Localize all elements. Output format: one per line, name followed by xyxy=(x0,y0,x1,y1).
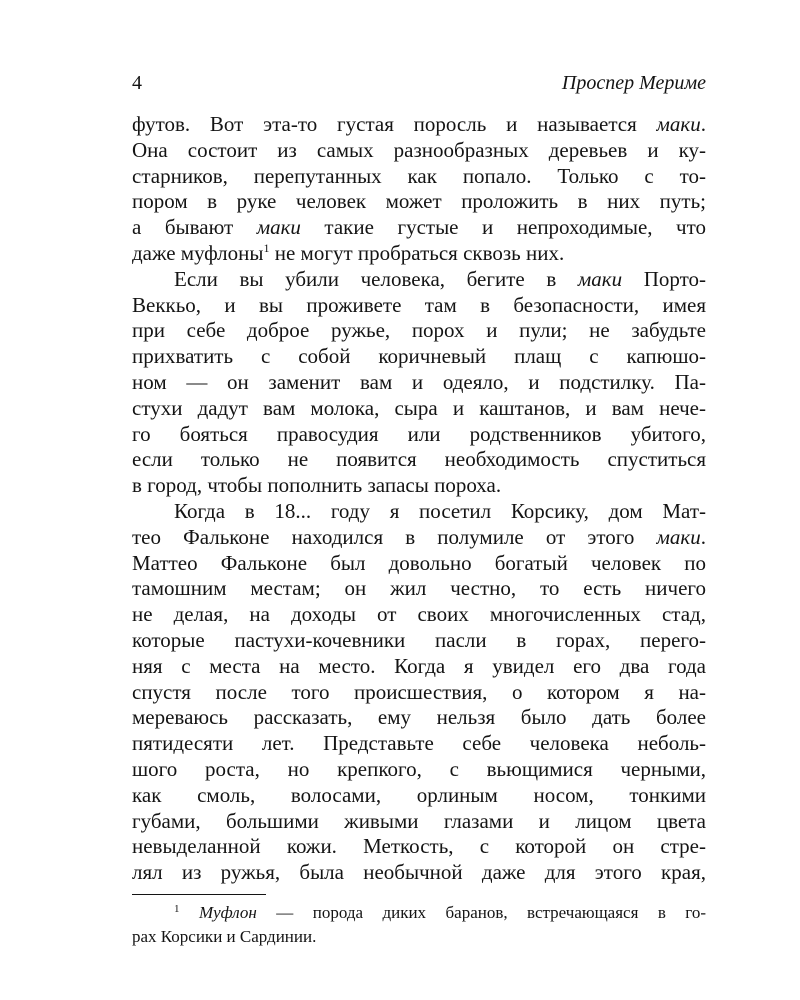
text-line: го бояться правосудия или родственников убитого, xyxy=(132,421,706,446)
italic-term: маки xyxy=(577,266,623,291)
running-head xyxy=(132,66,706,100)
text-run: не могут пробраться сквозь них. xyxy=(269,240,565,265)
text-line: которые пастухи-кочевники пасли в горах, перего- xyxy=(132,627,706,652)
text-line xyxy=(132,267,706,293)
text-line: лял из ружья, была необычной даже для этого края, xyxy=(132,860,706,885)
text-run: тео Фальконе находился в полумиле от этого xyxy=(132,524,657,549)
text-line: в город, чтобы пополнить запасы пороха. xyxy=(132,473,502,498)
footnote-marker: 1 xyxy=(174,902,180,915)
text-run: футов. Вот эта-то густая поросль и называется xyxy=(132,112,657,136)
text-line: ном — он заменит вам и одеяло, и подстилку. Па- xyxy=(132,369,706,394)
text-line xyxy=(132,525,706,551)
text-line: тамошним местам; он жил честно, то есть ничего xyxy=(132,576,706,601)
italic-term: маки xyxy=(656,112,701,136)
text-line: невыделанной кожи. Меткость, с которой он стре- xyxy=(132,834,706,859)
text-run: . xyxy=(700,524,706,549)
text-line: Маттео Фальконе был довольно богатый человек по xyxy=(132,550,706,575)
footnote-reference: 1 xyxy=(263,240,270,255)
footnote-term: Муфлон xyxy=(198,902,257,922)
paragraph-2 xyxy=(132,267,706,499)
paragraph-3 xyxy=(132,499,706,886)
text-line: губами, большими живыми глазами и лицом цвета xyxy=(132,808,706,833)
text-run: Порто- xyxy=(622,266,706,291)
text-line: старников, перепутанных как попало. Только с то- xyxy=(132,163,706,188)
text-line: не делая, на доходы от своих многочисленных стад, xyxy=(132,602,706,627)
footnote-text: — порода диких баранов, встречающаяся в го- xyxy=(256,902,706,922)
text-line: если только не появится необходимость спуститься xyxy=(132,447,706,472)
text-line xyxy=(132,241,706,267)
main-text xyxy=(132,112,706,886)
italic-term: маки xyxy=(656,524,701,549)
text-line: Она состоит из самых разнообразных деревьев и ку- xyxy=(132,137,706,162)
text-line: Веккьо, и вы проживете там в безопасности, имея xyxy=(132,292,706,317)
footnote-line: рах Корсики и Сардинии. xyxy=(132,926,317,946)
text-line: шого роста, но крепкого, с вьющимися черными, xyxy=(132,756,706,781)
text-line: как смоль, волосами, орлиным носом, тонкими xyxy=(132,782,706,807)
text-line: пятидесяти лет. Представьте себе человека неболь- xyxy=(132,731,706,756)
text-line: няя с места на место. Когда я увидел его два года xyxy=(132,653,706,678)
text-run: Если вы убили человека, бегите в xyxy=(174,266,578,291)
footnote-divider xyxy=(132,894,266,895)
text-run: . xyxy=(700,112,706,136)
running-title: Проспер Мериме xyxy=(561,72,706,94)
text-line: стухи дадут вам молока, сыра и каштанов, и вам нече- xyxy=(132,395,706,420)
text-line: мереваюсь рассказать, ему нельзя было дать более xyxy=(132,705,706,730)
footnote xyxy=(132,901,706,949)
text-run: такие густые и непроходимые, что xyxy=(300,215,706,240)
text-line: при себе доброе ружье, порох и пули; не забудьте xyxy=(132,318,706,343)
text-line: прихватить с собой коричневый плащ с капюшо- xyxy=(132,344,706,369)
text-line xyxy=(132,112,706,138)
paragraph-1 xyxy=(132,112,706,267)
text-line: Когда в 18... году я посетил Корсику, дом Мат- xyxy=(174,498,706,523)
text-run: даже муфлоны xyxy=(132,240,264,265)
italic-term: маки xyxy=(256,215,301,240)
text-line: пором в руке человек может проложить в них путь; xyxy=(132,189,706,214)
page-number: 4 xyxy=(132,72,142,94)
text-line: спустя после того происшествия, о котором я на- xyxy=(132,679,706,704)
text-line xyxy=(132,215,706,241)
footnote-line xyxy=(132,901,706,925)
book-page xyxy=(132,66,706,946)
text-run: а бывают xyxy=(132,215,257,240)
